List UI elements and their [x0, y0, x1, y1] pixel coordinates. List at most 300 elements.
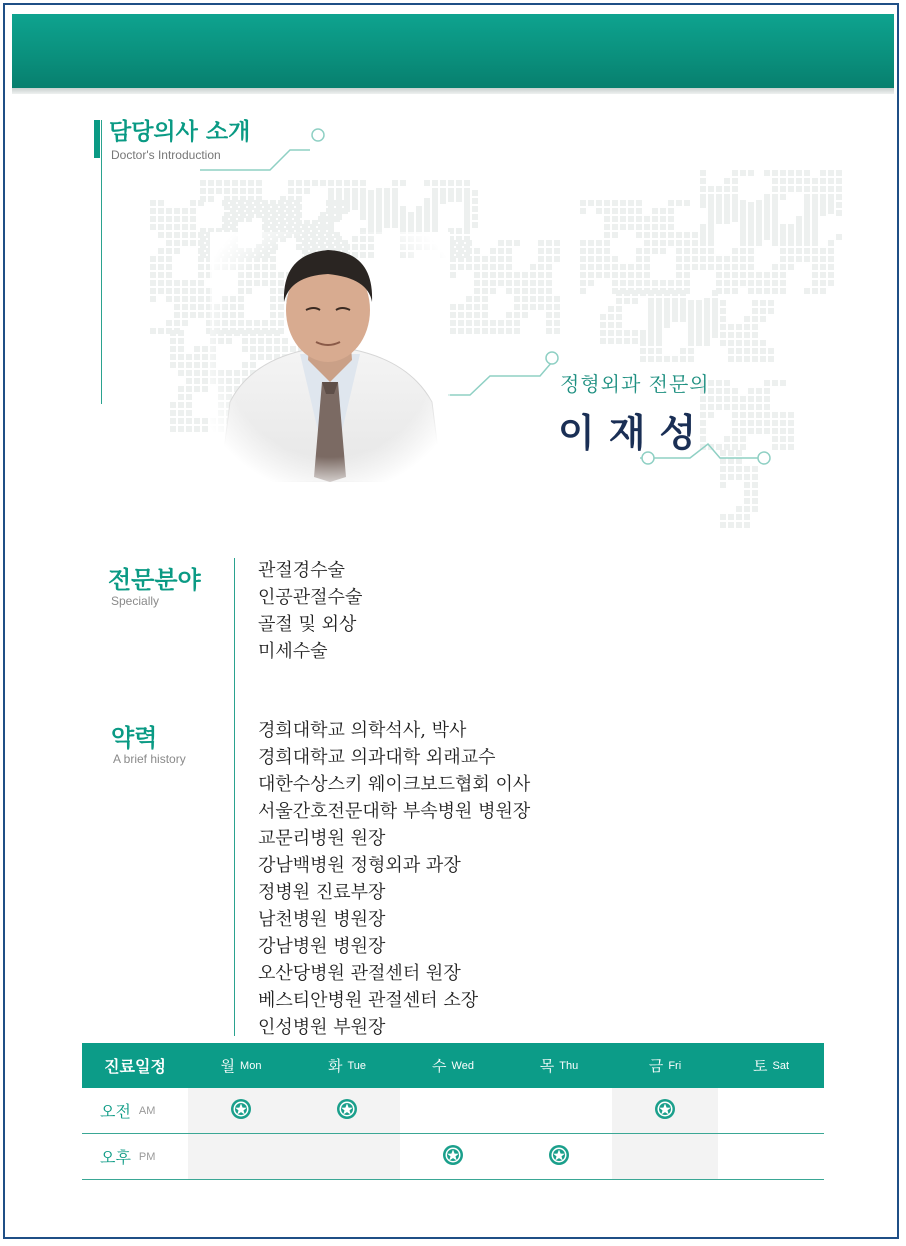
period-ko: 오후 — [100, 1148, 131, 1167]
map-dot — [760, 356, 766, 362]
map-dot — [780, 380, 786, 386]
map-dot — [700, 194, 706, 200]
map-dot — [684, 232, 690, 238]
map-dot — [256, 188, 262, 194]
map-dot — [740, 412, 746, 418]
map-dot — [828, 256, 834, 262]
map-dot — [644, 232, 650, 238]
map-dot — [740, 240, 746, 246]
map-dot — [744, 482, 750, 488]
map-dot — [692, 248, 698, 254]
map-dot — [716, 186, 722, 192]
map-dot — [604, 208, 610, 214]
map-dot — [616, 330, 622, 336]
map-dot — [708, 256, 714, 262]
map-dot — [628, 216, 634, 222]
map-dot — [828, 248, 834, 254]
map-dot — [506, 240, 512, 246]
map-dot — [392, 206, 398, 212]
map-dot — [732, 444, 738, 450]
map-dot — [716, 380, 722, 386]
map-dot — [748, 404, 754, 410]
map-dot — [296, 196, 302, 202]
map-dot — [538, 280, 544, 286]
map-dot — [514, 296, 520, 302]
map-dot — [604, 200, 610, 206]
map-dot — [612, 208, 618, 214]
map-dot — [588, 264, 594, 270]
map-dot — [458, 264, 464, 270]
map-dot — [640, 356, 646, 362]
map-dot — [624, 290, 630, 296]
map-dot — [740, 280, 746, 286]
map-dot — [280, 204, 286, 210]
map-dot — [716, 194, 722, 200]
map-dot — [780, 444, 786, 450]
map-dot — [696, 316, 702, 322]
map-dot — [676, 280, 682, 286]
page-subtitle: Doctor's Introduction — [111, 148, 221, 162]
circuit-node — [546, 352, 558, 364]
map-dot — [708, 240, 714, 246]
map-dot — [680, 356, 686, 362]
map-dot — [728, 340, 734, 346]
specialty-item: 미세수술 — [258, 641, 328, 662]
map-dot — [716, 264, 722, 270]
history-item: 경희대학교 의학석사, 박사 — [258, 720, 467, 741]
specialty-list — [258, 557, 362, 665]
map-dot — [696, 300, 702, 306]
map-dot — [636, 264, 642, 270]
day-name-en: Wed — [451, 1059, 474, 1072]
map-dot — [648, 340, 654, 346]
map-dot — [836, 170, 842, 176]
section-divider-line — [234, 558, 235, 1036]
map-dot — [728, 324, 734, 330]
schedule-cell — [294, 1134, 400, 1179]
map-dot — [716, 202, 722, 208]
map-dot — [264, 212, 270, 218]
map-dot — [708, 210, 714, 216]
map-dot — [756, 412, 762, 418]
map-dot — [696, 308, 702, 314]
map-dot — [732, 256, 738, 262]
map-dot — [828, 272, 834, 278]
map-dot — [820, 186, 826, 192]
map-dot — [170, 354, 176, 360]
map-dot — [166, 272, 172, 278]
map-dot — [200, 236, 206, 242]
map-dot — [150, 328, 156, 334]
map-dot — [474, 328, 480, 334]
map-dot — [692, 264, 698, 270]
map-dot — [224, 196, 230, 202]
map-dot — [498, 272, 504, 278]
map-dot — [732, 216, 738, 222]
map-dot — [538, 272, 544, 278]
map-dot — [676, 264, 682, 270]
map-dot — [780, 248, 786, 254]
map-dot — [684, 272, 690, 278]
map-dot — [740, 202, 746, 208]
map-dot — [514, 304, 520, 310]
map-dot — [804, 218, 810, 224]
map-dot — [656, 356, 662, 362]
map-dot — [288, 204, 294, 210]
map-dot — [828, 280, 834, 286]
map-dot — [712, 316, 718, 322]
map-dot — [828, 170, 834, 176]
history-item: 오산당병원 관절센터 원장 — [258, 963, 461, 984]
map-dot — [186, 410, 192, 416]
map-dot — [150, 216, 156, 222]
day-name-ko: 수 — [432, 1057, 447, 1075]
map-dot — [522, 312, 528, 318]
map-dot — [174, 224, 180, 230]
map-dot — [656, 348, 662, 354]
map-dot — [768, 348, 774, 354]
day-name-ko: 금 — [648, 1057, 664, 1075]
map-dot — [712, 290, 718, 296]
map-dot — [554, 312, 560, 318]
map-dot — [158, 248, 164, 254]
map-dot — [732, 264, 738, 270]
map-dot — [170, 402, 176, 408]
map-dot — [224, 220, 230, 226]
map-dot — [656, 300, 662, 306]
map-dot — [182, 312, 188, 318]
map-dot — [752, 482, 758, 488]
map-dot — [756, 272, 762, 278]
map-dot — [158, 200, 164, 206]
map-dot — [692, 232, 698, 238]
map-dot — [716, 210, 722, 216]
map-dot — [752, 490, 758, 496]
map-dot — [788, 428, 794, 434]
map-dot — [482, 272, 488, 278]
map-dot — [248, 188, 254, 194]
map-dot — [696, 340, 702, 346]
map-dot — [280, 196, 286, 202]
map-dot — [652, 208, 658, 214]
map-dot — [812, 280, 818, 286]
map-dot — [232, 204, 238, 210]
map-dot — [804, 288, 810, 294]
day-name-ko: 화 — [327, 1057, 343, 1075]
map-dot — [376, 214, 382, 220]
map-dot — [472, 214, 478, 220]
map-dot — [612, 256, 618, 262]
map-dot — [704, 324, 710, 330]
map-dot — [804, 178, 810, 184]
day-name-ko: 월 — [220, 1057, 236, 1075]
map-dot — [490, 264, 496, 270]
map-dot — [368, 214, 374, 220]
map-dot — [158, 280, 164, 286]
map-dot — [464, 206, 470, 212]
map-dot — [530, 304, 536, 310]
map-dot — [200, 244, 206, 250]
map-dot — [464, 180, 470, 186]
map-dot — [170, 426, 176, 432]
map-dot — [708, 194, 714, 200]
map-dot — [744, 490, 750, 496]
map-dot — [288, 188, 294, 194]
map-dot — [712, 300, 718, 306]
map-dot — [720, 522, 726, 528]
map-dot — [812, 194, 818, 200]
map-dot — [820, 210, 826, 216]
map-dot — [684, 200, 690, 206]
map-dot — [360, 206, 366, 212]
map-dot — [796, 178, 802, 184]
map-dot — [554, 328, 560, 334]
map-dot — [748, 202, 754, 208]
map-dot — [812, 218, 818, 224]
map-dot — [740, 218, 746, 224]
map-dot — [668, 216, 674, 222]
map-dot — [828, 202, 834, 208]
doctor-photo — [210, 232, 450, 482]
map-dot — [740, 396, 746, 402]
map-dot — [384, 222, 390, 228]
map-dot — [700, 234, 706, 240]
map-dot — [748, 272, 754, 278]
map-dot — [240, 212, 246, 218]
map-dot — [392, 190, 398, 196]
history-item: 교문리병원 원장 — [258, 828, 386, 849]
map-dot — [170, 346, 176, 352]
schedule-row — [82, 1088, 824, 1134]
map-dot — [186, 386, 192, 392]
map-dot — [616, 338, 622, 344]
map-dot — [820, 202, 826, 208]
map-dot — [836, 186, 842, 192]
map-dot — [740, 170, 746, 176]
map-dot — [820, 280, 826, 286]
map-dot — [190, 200, 196, 206]
map-dot — [424, 214, 430, 220]
map-dot — [264, 204, 270, 210]
map-dot — [256, 204, 262, 210]
map-dot — [748, 264, 754, 270]
map-dot — [708, 202, 714, 208]
map-dot — [812, 288, 818, 294]
map-dot — [588, 280, 594, 286]
map-dot — [514, 272, 520, 278]
map-dot — [296, 212, 302, 218]
map-dot — [720, 450, 726, 456]
map-dot — [208, 180, 214, 186]
map-dot — [170, 362, 176, 368]
map-dot — [190, 232, 196, 238]
map-dot — [608, 338, 614, 344]
map-dot — [440, 180, 446, 186]
map-dot — [788, 420, 794, 426]
map-dot — [472, 206, 478, 212]
map-dot — [178, 410, 184, 416]
day-name-en: Sat — [772, 1059, 789, 1072]
map-dot — [166, 256, 172, 262]
map-dot — [764, 280, 770, 286]
map-dot — [828, 186, 834, 192]
map-dot — [474, 320, 480, 326]
map-dot — [648, 348, 654, 354]
map-dot — [522, 280, 528, 286]
map-dot — [748, 218, 754, 224]
map-dot — [736, 340, 742, 346]
map-dot — [756, 428, 762, 434]
schedule-cell — [612, 1088, 718, 1133]
map-dot — [764, 420, 770, 426]
map-dot — [732, 288, 738, 294]
map-dot — [644, 272, 650, 278]
map-dot — [616, 290, 622, 296]
map-dot — [772, 272, 778, 278]
map-dot — [194, 346, 200, 352]
map-dot — [828, 178, 834, 184]
map-dot — [720, 340, 726, 346]
map-dot — [772, 170, 778, 176]
map-dot — [604, 256, 610, 262]
map-dot — [688, 324, 694, 330]
map-dot — [664, 300, 670, 306]
map-dot — [752, 324, 758, 330]
map-dot — [688, 340, 694, 346]
clinic-available-icon — [442, 1144, 464, 1170]
map-dot — [744, 348, 750, 354]
map-dot — [352, 198, 358, 204]
map-dot — [530, 272, 536, 278]
map-dot — [836, 202, 842, 208]
map-dot — [760, 300, 766, 306]
map-dot — [788, 178, 794, 184]
schedule-period-label — [82, 1134, 188, 1179]
map-dot — [522, 304, 528, 310]
header-divider-line — [101, 120, 102, 404]
map-dot — [554, 320, 560, 326]
map-dot — [202, 354, 208, 360]
map-dot — [732, 194, 738, 200]
map-dot — [432, 214, 438, 220]
map-dot — [704, 316, 710, 322]
map-dot — [490, 256, 496, 262]
map-dot — [744, 316, 750, 322]
map-dot — [636, 200, 642, 206]
map-dot — [812, 226, 818, 232]
map-dot — [538, 304, 544, 310]
map-dot — [716, 396, 722, 402]
map-dot — [692, 240, 698, 246]
map-dot — [636, 256, 642, 262]
map-dot — [498, 328, 504, 334]
map-dot — [700, 202, 706, 208]
map-dot — [200, 180, 206, 186]
map-dot — [596, 200, 602, 206]
map-dot — [724, 444, 730, 450]
map-dot — [170, 338, 176, 344]
map-dot — [424, 198, 430, 204]
map-dot — [788, 256, 794, 262]
map-dot — [186, 418, 192, 424]
map-dot — [648, 324, 654, 330]
map-dot — [812, 210, 818, 216]
map-dot — [182, 240, 188, 246]
map-dot — [530, 288, 536, 294]
map-dot — [664, 290, 670, 296]
map-dot — [178, 426, 184, 432]
map-dot — [732, 420, 738, 426]
map-dot — [416, 206, 422, 212]
map-dot — [174, 288, 180, 294]
map-dot — [632, 338, 638, 344]
map-dot — [748, 240, 754, 246]
map-dot — [828, 264, 834, 270]
map-dot — [708, 264, 714, 270]
map-dot — [804, 210, 810, 216]
map-dot — [400, 222, 406, 228]
map-dot — [190, 224, 196, 230]
map-dot — [620, 200, 626, 206]
map-dot — [764, 380, 770, 386]
map-dot — [150, 208, 156, 214]
map-dot — [288, 196, 294, 202]
map-dot — [376, 206, 382, 212]
map-dot — [186, 426, 192, 432]
map-dot — [740, 420, 746, 426]
map-dot — [604, 240, 610, 246]
map-dot — [264, 220, 270, 226]
map-dot — [640, 348, 646, 354]
map-dot — [506, 264, 512, 270]
map-dot — [704, 300, 710, 306]
map-dot — [546, 296, 552, 302]
map-dot — [352, 180, 358, 186]
map-dot — [202, 370, 208, 376]
map-dot — [688, 308, 694, 314]
map-dot — [772, 420, 778, 426]
map-dot — [466, 320, 472, 326]
map-dot — [466, 296, 472, 302]
map-dot — [728, 450, 734, 456]
schedule-day-header — [294, 1043, 400, 1088]
history-item: 경희대학교 의과대학 외래교수 — [258, 747, 496, 768]
specialty-item: 관절경수술 — [258, 560, 345, 581]
map-dot — [240, 188, 246, 194]
map-dot — [604, 264, 610, 270]
map-dot — [288, 212, 294, 218]
map-dot — [764, 218, 770, 224]
map-dot — [608, 314, 614, 320]
map-dot — [780, 420, 786, 426]
map-dot — [232, 220, 238, 226]
map-dot — [764, 396, 770, 402]
map-dot — [676, 248, 682, 254]
map-dot — [546, 328, 552, 334]
map-dot — [320, 222, 326, 228]
specialty-subtitle: Specially — [111, 594, 160, 608]
map-dot — [756, 202, 762, 208]
map-dot — [692, 256, 698, 262]
map-dot — [796, 218, 802, 224]
map-dot — [648, 356, 654, 362]
map-dot — [240, 196, 246, 202]
day-name-ko: 목 — [539, 1057, 555, 1075]
map-dot — [744, 332, 750, 338]
map-dot — [720, 332, 726, 338]
map-dot — [772, 428, 778, 434]
map-dot — [632, 330, 638, 336]
